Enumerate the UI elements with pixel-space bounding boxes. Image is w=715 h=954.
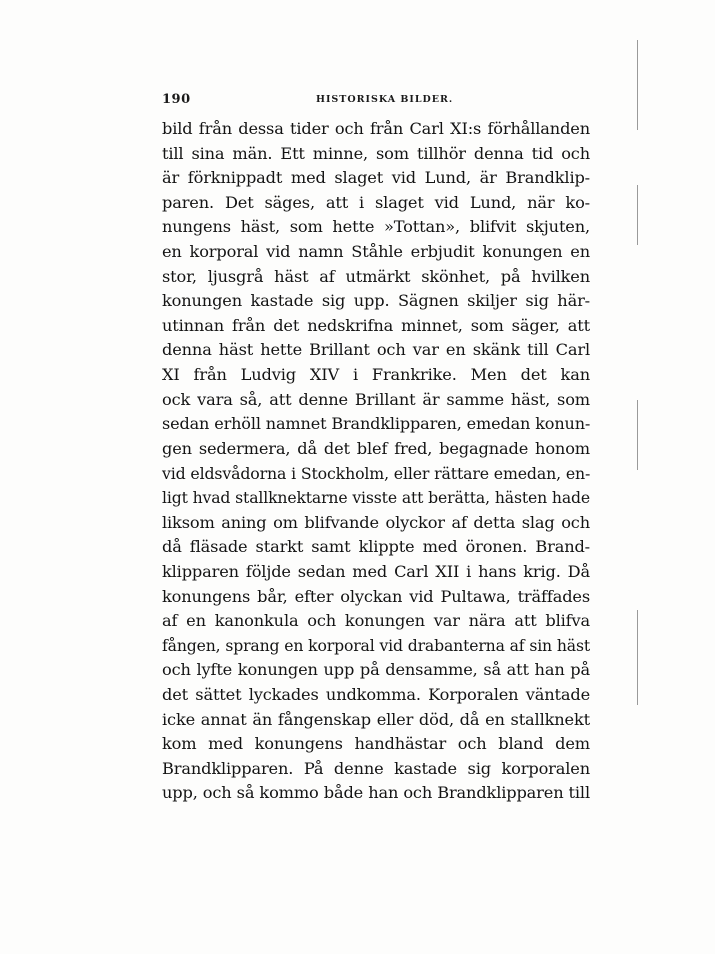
text-line-11: XI från Ludvig XIV i Frankrike. Men det kan xyxy=(162,365,590,385)
text-line-18: då fläsade starkt samt klippte med öronen. Brand- xyxy=(162,537,590,557)
text-line-13: sedan erhöll namnet Brandklipparen, emedan konun- xyxy=(162,414,591,434)
page-edge-shadow xyxy=(637,185,638,245)
text-line-21: af en kanonkula och konungen var nära att blifva xyxy=(162,611,590,631)
text-line-8: konungen kastade sig upp. Sägnen skiljer sig här- xyxy=(162,291,590,311)
text-line-14: gen sedermera, då det blef fred, begagnade honom xyxy=(162,438,590,458)
text-line-4: paren. Det säges, att i slaget vid Lund, när ko- xyxy=(162,192,590,212)
text-line-7: stor, ljusgrå häst af utmärkt skönhet, på hvilken xyxy=(162,266,590,286)
text-line-1: bild från dessa tider och från Carl XI:s förhållanden xyxy=(162,119,590,138)
text-line-5: nungens häst, som hette »Tottan», blifvit skjuten, xyxy=(162,217,590,237)
text-line-22: fången, sprang en korporal vid drabanterna af sin häst xyxy=(162,635,590,655)
page-edge-shadow xyxy=(637,610,638,705)
body-text xyxy=(162,117,590,806)
page-edge-shadow xyxy=(637,400,638,470)
text-line-23: och lyfte konungen upp på densamme, så att han på xyxy=(162,660,590,680)
text-line-2: till sina män. Ett minne, som tillhör denna tid och xyxy=(162,143,590,163)
text-line-6: en korporal vid namn Ståhle erbjudit konungen en xyxy=(162,242,590,262)
text-line-16: ligt hvad stallknektarne visste att berätta, hästen hade xyxy=(162,488,590,508)
text-line-17: liksom aning om blifvande olyckor af detta slag och xyxy=(162,512,590,532)
text-line-24: det sättet lyckades undkomma. Korporalen väntade xyxy=(162,685,590,705)
text-line-20: konungens bår, efter olyckan vid Pultawa, träffades xyxy=(162,586,590,606)
page-edge-shadow xyxy=(637,40,638,130)
text-line-27: Brandklipparen. På denne kastade sig korporalen xyxy=(162,758,590,778)
text-line-19: klipparen följde sedan med Carl XII i hans krig. Då xyxy=(162,561,590,581)
running-head xyxy=(162,92,586,112)
running-title: HISTORISKA BILDER. xyxy=(316,94,454,105)
text-line-25: icke annat än fångenskap eller död, då en stallknekt xyxy=(162,709,590,729)
text-line-15: vid eldsvådorna i Stockholm, eller rättare emedan, en- xyxy=(162,463,591,483)
text-line-12: ock vara så, att denne Brillant är samme häst, som xyxy=(162,389,590,409)
text-line-9: utinnan från det nedskrifna minnet, som säger, att xyxy=(162,315,590,335)
text-line-3: är förknippadt med slaget vid Lund, är Brandklip- xyxy=(162,168,590,188)
text-line-26: kom med konungens handhästar och bland dem xyxy=(162,734,590,754)
text-line-10: denna häst hette Brillant och var en skänk till Carl xyxy=(162,340,590,360)
text-line-28: upp, och så kommo både han och Brandklipparen till xyxy=(162,783,590,803)
page-number: 190 xyxy=(162,92,191,107)
